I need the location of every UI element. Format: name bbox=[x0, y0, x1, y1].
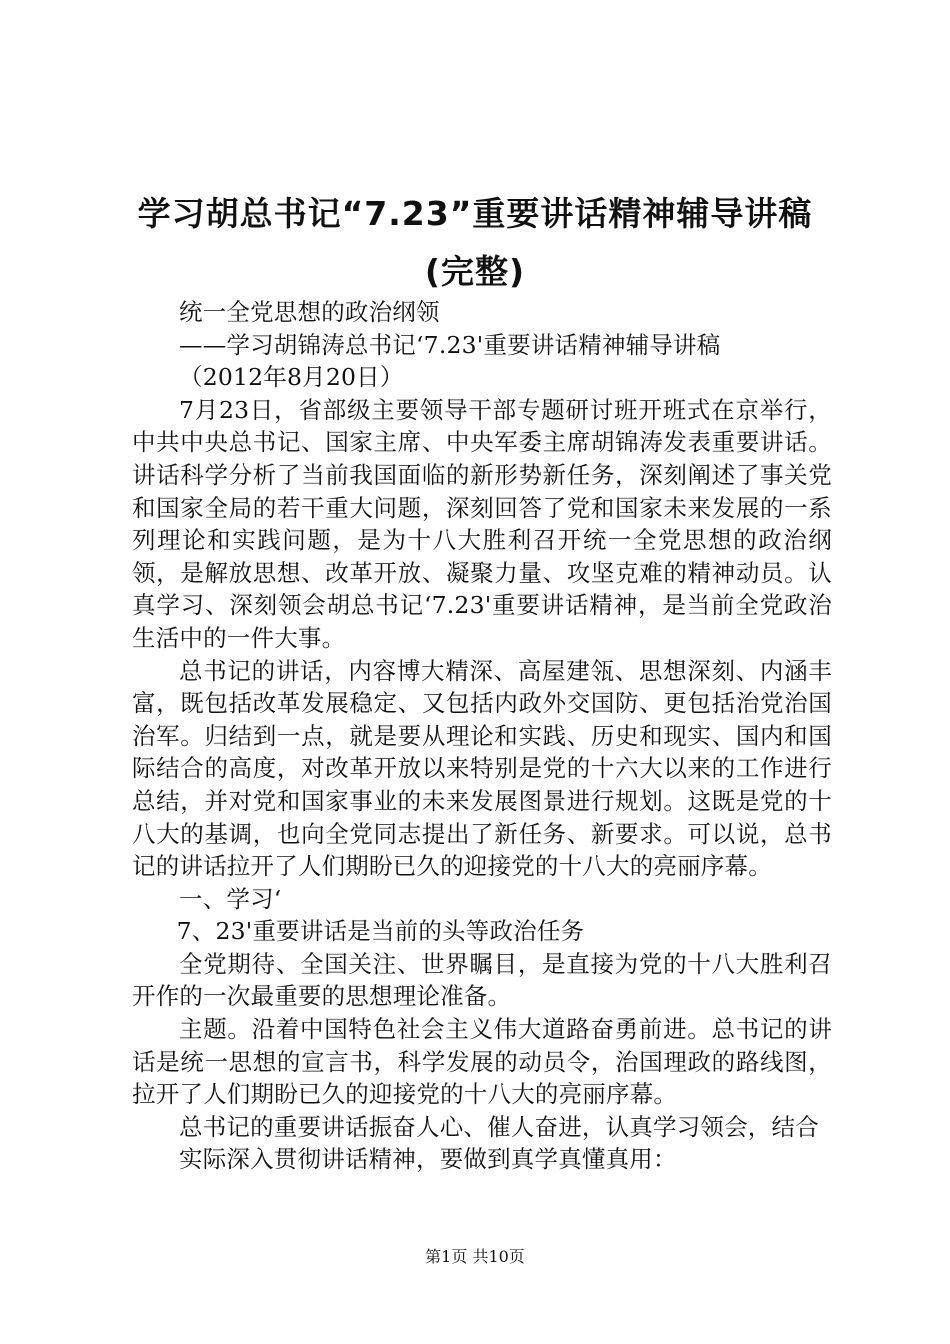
paragraph: 总书记的讲话，内容博大精深、高屋建瓴、思想深刻、内涵丰富，既包括改革发展稳定、又包括内政外交国防、更包括治党治国治军。归结到一点，就是要从理论和实践、历史和现实、国内和国际结合的高度，对改革开放以来特别是党的十六大以来的工作进行总结，并对党和国家事业的未来发展图景进行规划。这既是党的十八大的基调，也向全党同志提出了新任务、新要求。可以说，总书记的讲话拉开了人们期盼已久的迎接党的十八大的亮丽序幕。 bbox=[132, 656, 832, 881]
paragraph: 总书记的重要讲话振奋人心、催人奋进，认真学习领会，结合 bbox=[179, 1112, 819, 1141]
document-body bbox=[132, 296, 832, 1176]
section-heading-continued: 7、23'重要讲话是当前的头等政治任务 bbox=[176, 917, 585, 946]
paragraph: 主题。沿着中国特色社会主义伟大道路奋勇前进。总书记的讲话是统一思想的宣言书，科学发展的动员令，治国理政的路线图，拉开了人们期盼已久的迎接党的十八大的亮丽序幕。 bbox=[132, 1015, 832, 1109]
paragraph-date: （2012年8月20日） bbox=[179, 363, 404, 392]
page-footer: 第1页 共10页 bbox=[425, 1247, 525, 1266]
paragraph: 7月23日，省部级主要领导干部专题研讨班开班式在京举行，中共中央总书记、国家主席、中央军委主席胡锦涛发表重要讲话。讲话科学分析了当前我国面临的新形势新任务，深刻阐述了事关党和国家全局的若干重大问题，深刻回答了党和国家未来发展的一系列理论和实践问题，是为十八大胜利召开统一全党思想的政治纲领，是解放思想、改革开放、凝聚力量、攻坚克难的精神动员。认真学习、深刻领会胡总书记‘7.23'重要讲话精神，是当前全党政治生活中的一件大事。 bbox=[132, 395, 832, 652]
document-title-line2: (完整) bbox=[424, 252, 526, 291]
paragraph-heading: 统一全党思想的政治纲领 bbox=[179, 298, 440, 326]
paragraph: 实际深入贯彻讲话精神，要做到真学真懂真用： bbox=[179, 1145, 677, 1174]
section-heading: 一、学习‘ bbox=[179, 884, 282, 913]
paragraph: 全党期待、全国关注、世界瞩目，是直接为党的十八大胜利召开作的一次最重要的思想理论准备。 bbox=[132, 949, 832, 1011]
document-title-line1: 学习胡总书记“7.23”重要讲话精神辅导讲稿 bbox=[137, 194, 813, 233]
paragraph-subtitle: ——学习胡锦涛总书记‘7.23'重要讲话精神辅导讲稿 bbox=[179, 330, 721, 359]
